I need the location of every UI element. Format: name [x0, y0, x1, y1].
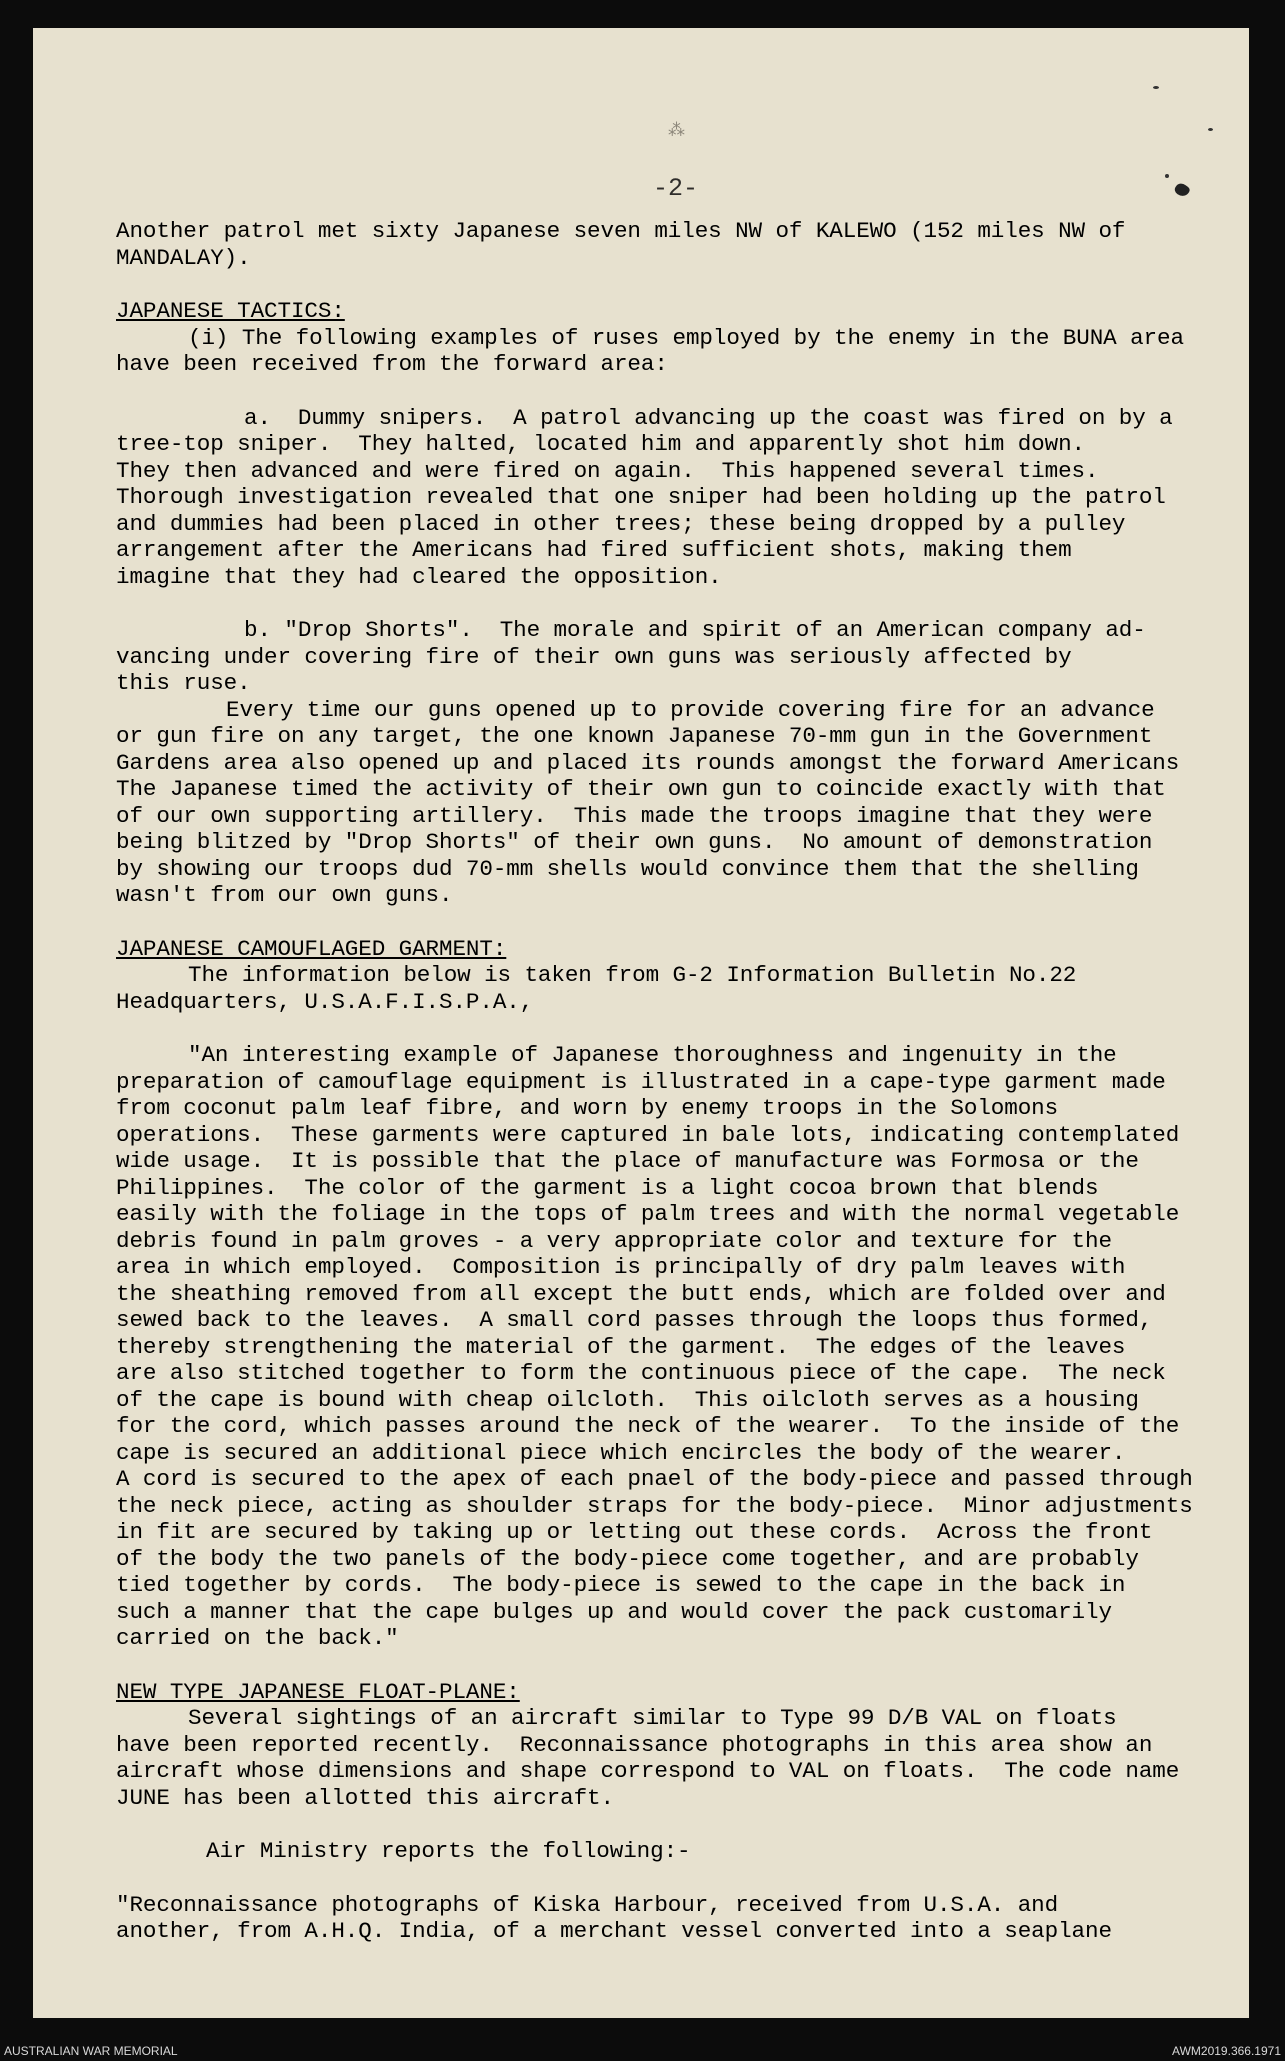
body-paragraph-dummy-snipers: a. Dummy snipers. A patrol advancing up the coast was fired on by a tree-top sniper. They halted, located him and apparently shot him down. They then advanced and were fired on again. This happened several times. Thorough investigation revealed that one sniper had been holding up the patrol and dummies had been placed in other trees; these being dropped by a pulley arrangement after the Americans had fired sufficient shots, making them imagine that they had cleared the opposition.: [116, 404, 1173, 590]
quoted-paragraph: "Reconnaissance photographs of Kiska Harbour, received from U.S.A. and another, from A.H.Q. India, of a merchant vessel converted into a seaplane: [116, 1891, 1112, 1944]
body-paragraph: Air Ministry reports the following:-: [206, 1838, 691, 1864]
body-paragraph-drop-shorts: b. "Drop Shorts". The morale and spirit of an American company ad- vancing under covering fire of their own guns was seriously affected by this ruse.: [116, 617, 1146, 696]
section-heading-tactics: JAPANESE TACTICS:: [116, 298, 345, 324]
page-number: -2-: [653, 174, 699, 203]
ink-speck: [1208, 128, 1213, 131]
ink-speck: [1165, 174, 1169, 178]
footer-source: AUSTRALIAN WAR MEMORIAL: [4, 2044, 178, 2058]
body-paragraph: Several sightings of an aircraft similar to Type 99 D/B VAL on floats have been reported recently. Reconnaissance photographs in this area show an aircraft whose dimensions and shape correspond to VAL on floats. The code name JUNE has been allotted this aircraft.: [116, 1705, 1180, 1811]
section-heading-camouflage: JAPANESE CAMOUFLAGED GARMENT:: [116, 935, 507, 962]
quoted-paragraph: "An interesting example of Japanese thoroughness and ingenuity in the preparation of camouflage equipment is illustrated in a cape-type garment made from coconut palm leaf fibre, and worn by enemy troops in the Solomons operations. These garments were captured in bale lots, indicating contemplated wide usage. It is possible that the place of manufacture was Formosa or the Philippines. The color of the garment is a light cocoa brown that blends easily with the foliage in the tops of palm trees and with the normal vegetable debris found in palm groves - a very appropriate color and texture for the area in which employed. Composition is principally of dry palm leaves with the sheathing removed from all except the butt ends, which are folded over and sewed back to the leaves. A small cord passes through the loops thus formed, thereby strengthening the material of the garment. The edges of the leaves are also stitched together to form the continuous piece of the cape. The neck of the cape is bound with cheap oilcloth. This oilcloth serves as a housing for the cord, which passes around the neck of the wearer. To the inside of the cape is secured an additional piece which encircles the body of the wearer. A cord is secured to the apex of each pnael of the body-piece and passed through the neck piece, acting as shoulder straps for the body-piece. Minor adjustments in fit are secured by taking up or letting out these cords. Across the front of the body the two panels of the body-piece come together, and are probably tied together by cords. The body-piece is sewed to the cape in the back in such a manner that the cape bulges up and would cover the pack customarily carried on the back.": [116, 1042, 1193, 1651]
body-paragraph: (i) The following examples of ruses employed by the enemy in the BUNA area have been received from the forward area:: [116, 324, 1184, 377]
body-paragraph: Every time our guns opened up to provide covering fire for an advance or gun fire on any target, the one known Japanese 70-mm gun in the Government Gardens area also opened up and placed its rounds amongst the forward Americans The Japanese timed the activity of their own gun to coincide exactly with that of our own supporting artillery. This made the troops imagine that they were being blitzed by "Drop Shorts" of their own guns. No amount of demonstration by showing our troops dud 70-mm shells would convince them that the shelling wasn't from our own guns.: [116, 696, 1180, 908]
page-mark: ⁂: [668, 122, 687, 141]
ink-blot: [1173, 181, 1191, 199]
footer-reference: AWM2019.366.1971: [1172, 2044, 1281, 2058]
document-body: [116, 218, 1196, 1945]
body-paragraph: The information below is taken from G-2 Information Bulletin No.22 Headquarters, U.S.A.F.I.S.P.A.,: [116, 962, 1077, 1015]
ink-speck: [1153, 86, 1159, 89]
section-heading-float-plane: NEW TYPE JAPANESE FLOAT-PLANE:: [116, 1678, 520, 1705]
body-paragraph: Another patrol met sixty Japanese seven miles NW of KALEWO (152 miles NW of MANDALAY).: [116, 218, 1126, 271]
